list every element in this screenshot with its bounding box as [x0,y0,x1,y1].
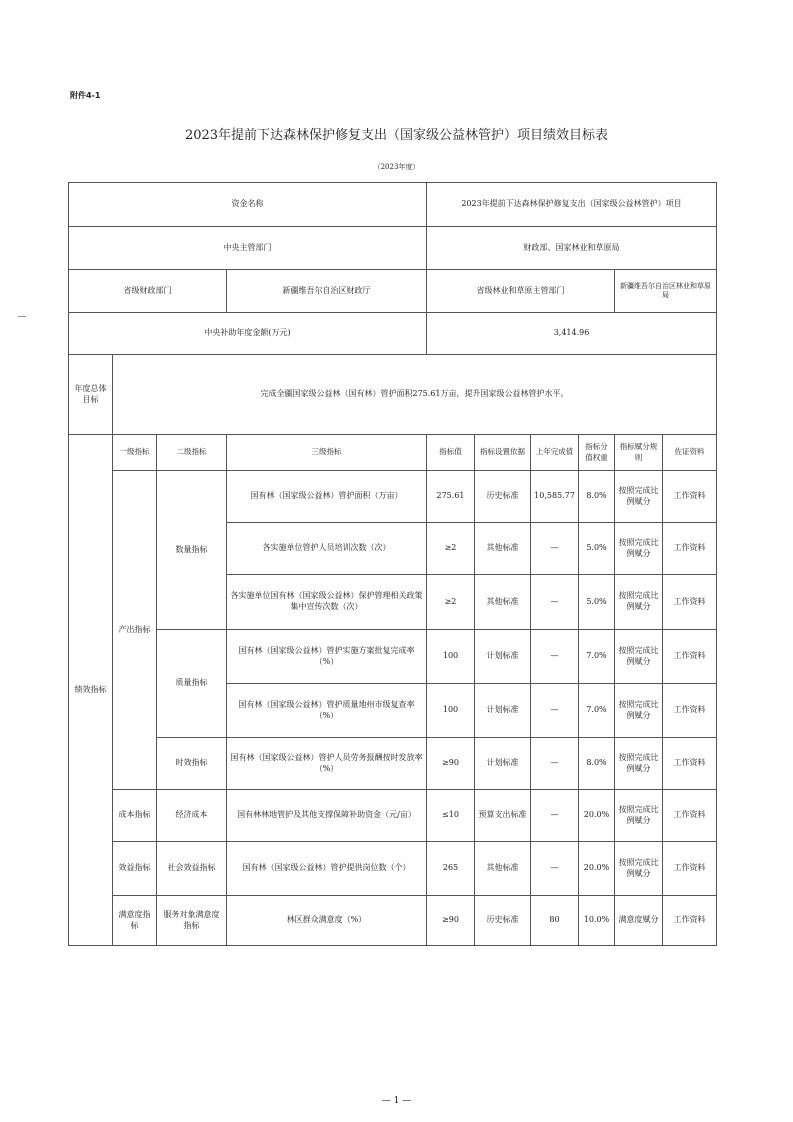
indicator-cell: 国有林（国家级公益林）管护提供岗位数（个） [227,842,427,896]
indicator-cell: 林区群众满意度（%） [227,896,427,946]
rule-cell: 满意度赋分 [615,896,663,946]
amount-label: 中央补助年度金额(万元) [69,313,427,355]
value-cell: 100 [427,684,475,738]
weight-cell: 5.0% [579,575,615,630]
header-value: 指标值 [427,435,475,471]
weight-cell: 10.0% [579,896,615,946]
evidence-cell: 工作资料 [663,738,717,790]
header-row [69,435,717,471]
prov-finance-value: 新疆维吾尔自治区财政厅 [227,270,427,313]
basis-cell: 计划标准 [475,738,531,790]
evidence-cell: 工作资料 [663,684,717,738]
rule-cell: 按照完成比例赋分 [615,738,663,790]
last-year-cell: — [531,575,579,630]
info-row-fund-name [69,183,717,227]
value-cell: ≤10 [427,790,475,842]
group-cost: 成本指标 [113,790,157,842]
basis-cell: 其他标准 [475,575,531,630]
table-row [69,471,717,523]
last-year-cell: — [531,523,579,575]
info-row-central-dept [69,227,717,270]
rule-cell: 按照完成比例赋分 [615,790,663,842]
evidence-cell: 工作资料 [663,630,717,684]
group-quality: 质量指标 [157,630,227,738]
indicator-cell: 国有林（国家级公益林）管护实施方案批复完成率（%） [227,630,427,684]
last-year-cell: — [531,842,579,896]
edge-mark [18,316,26,317]
group-social-benefit: 社会效益指标 [157,842,227,896]
header-level1: 一级指标 [113,435,157,471]
attachment-label: 附件4-1 [70,91,101,100]
value-cell: 100 [427,630,475,684]
evidence-cell: 工作资料 [663,842,717,896]
indicator-cell: 国有林（国家级公益林）管护面积（万亩） [227,471,427,523]
year-note: （2023年度） [373,163,420,171]
indicator-cell: 国有林（国家级公益林）管护人员劳务报酬按时发放率（%） [227,738,427,790]
basis-cell: 计划标准 [475,684,531,738]
indicator-cell: 国有林（国家级公益林）管护质量地州市级复查率（%） [227,684,427,738]
central-dept-value: 财政部、国家林业和草原局 [427,227,717,270]
value-cell: 275.61 [427,471,475,523]
evidence-cell: 工作资料 [663,523,717,575]
rule-cell: 按照完成比例赋分 [615,842,663,896]
value-cell: ≥90 [427,896,475,946]
weight-cell: 7.0% [579,684,615,738]
group-timeliness: 时效指标 [157,738,227,790]
rule-cell: 按照完成比例赋分 [615,630,663,684]
group-satisfaction: 满意度指标 [113,896,157,946]
header-last-year: 上年完成值 [531,435,579,471]
info-row-goal [69,355,717,435]
header-level3: 三级指标 [227,435,427,471]
evidence-cell: 工作资料 [663,471,717,523]
evidence-cell: 工作资料 [663,896,717,946]
performance-table [68,182,717,946]
basis-cell: 计划标准 [475,630,531,684]
table-row [69,896,717,946]
amount-value: 3,414.96 [427,313,717,355]
value-cell: 265 [427,842,475,896]
evidence-cell: 工作资料 [663,790,717,842]
weight-cell: 8.0% [579,471,615,523]
weight-cell: 7.0% [579,630,615,684]
group-service-satisfaction: 服务对象满意度指标 [157,896,227,946]
weight-cell: 20.0% [579,842,615,896]
indicator-cell: 国有林林地管护及其他支撑保障补助资金（元/亩） [227,790,427,842]
table-row [69,630,717,684]
group-economic-cost: 经济成本 [157,790,227,842]
header-weight: 指标分值权重 [579,435,615,471]
last-year-cell: — [531,738,579,790]
indicator-cell: 各实施单位国有林（国家级公益林）保护管理相关政策集中宣传次数（次） [227,575,427,630]
value-cell: ≥2 [427,575,475,630]
indicator-cell: 各实施单位管护人员培训次数（次） [227,523,427,575]
rule-cell: 按照完成比例赋分 [615,684,663,738]
last-year-cell: — [531,630,579,684]
info-row-provincial [69,270,717,313]
basis-cell: 其他标准 [475,523,531,575]
fund-name-value: 2023年提前下达森林保护修复支出（国家级公益林管护）项目 [427,183,717,227]
header-rule: 指标赋分规则 [615,435,663,471]
group-benefit: 效益指标 [113,842,157,896]
last-year-cell: — [531,684,579,738]
info-row-amount [69,313,717,355]
weight-cell: 5.0% [579,523,615,575]
prov-finance-label: 省级财政部门 [69,270,227,313]
central-dept-label: 中央主管部门 [69,227,427,270]
basis-cell: 预算支出标准 [475,790,531,842]
value-cell: ≥2 [427,523,475,575]
table-row [69,738,717,790]
last-year-cell: — [531,790,579,842]
value-cell: ≥90 [427,738,475,790]
header-level2: 二级指标 [157,435,227,471]
page-number: — 1 — [381,1096,412,1106]
group-output: 产出指标 [113,471,157,790]
evidence-cell: 工作资料 [663,575,717,630]
table-row [69,790,717,842]
group-quantity: 数量指标 [157,471,227,630]
rule-cell: 按照完成比例赋分 [615,575,663,630]
basis-cell: 历史标准 [475,471,531,523]
page-title: 2023年提前下达森林保护修复支出（国家级公益林管护）项目绩效目标表 [184,128,609,143]
table-row [69,842,717,896]
goal-value: 完成全疆国家级公益林（国有林）管护面积275.61万亩，提升国家级公益林管护水平。 [113,355,717,435]
weight-cell: 20.0% [579,790,615,842]
prov-forest-label: 省级林业和草原主管部门 [427,270,615,313]
rule-cell: 按照完成比例赋分 [615,471,663,523]
fund-name-label: 资金名称 [69,183,427,227]
perf-indicators-label: 绩效指标 [69,435,113,946]
prov-forest-value: 新疆维吾尔自治区林业和草原局 [615,270,717,313]
basis-cell: 历史标准 [475,896,531,946]
weight-cell: 8.0% [579,738,615,790]
rule-cell: 按照完成比例赋分 [615,523,663,575]
goal-label: 年度总体目标 [69,355,113,435]
last-year-cell: 80 [531,896,579,946]
header-basis: 指标设置依据 [475,435,531,471]
header-evidence: 佐证资料 [663,435,717,471]
basis-cell: 其他标准 [475,842,531,896]
last-year-cell: 10,585.77 [531,471,579,523]
